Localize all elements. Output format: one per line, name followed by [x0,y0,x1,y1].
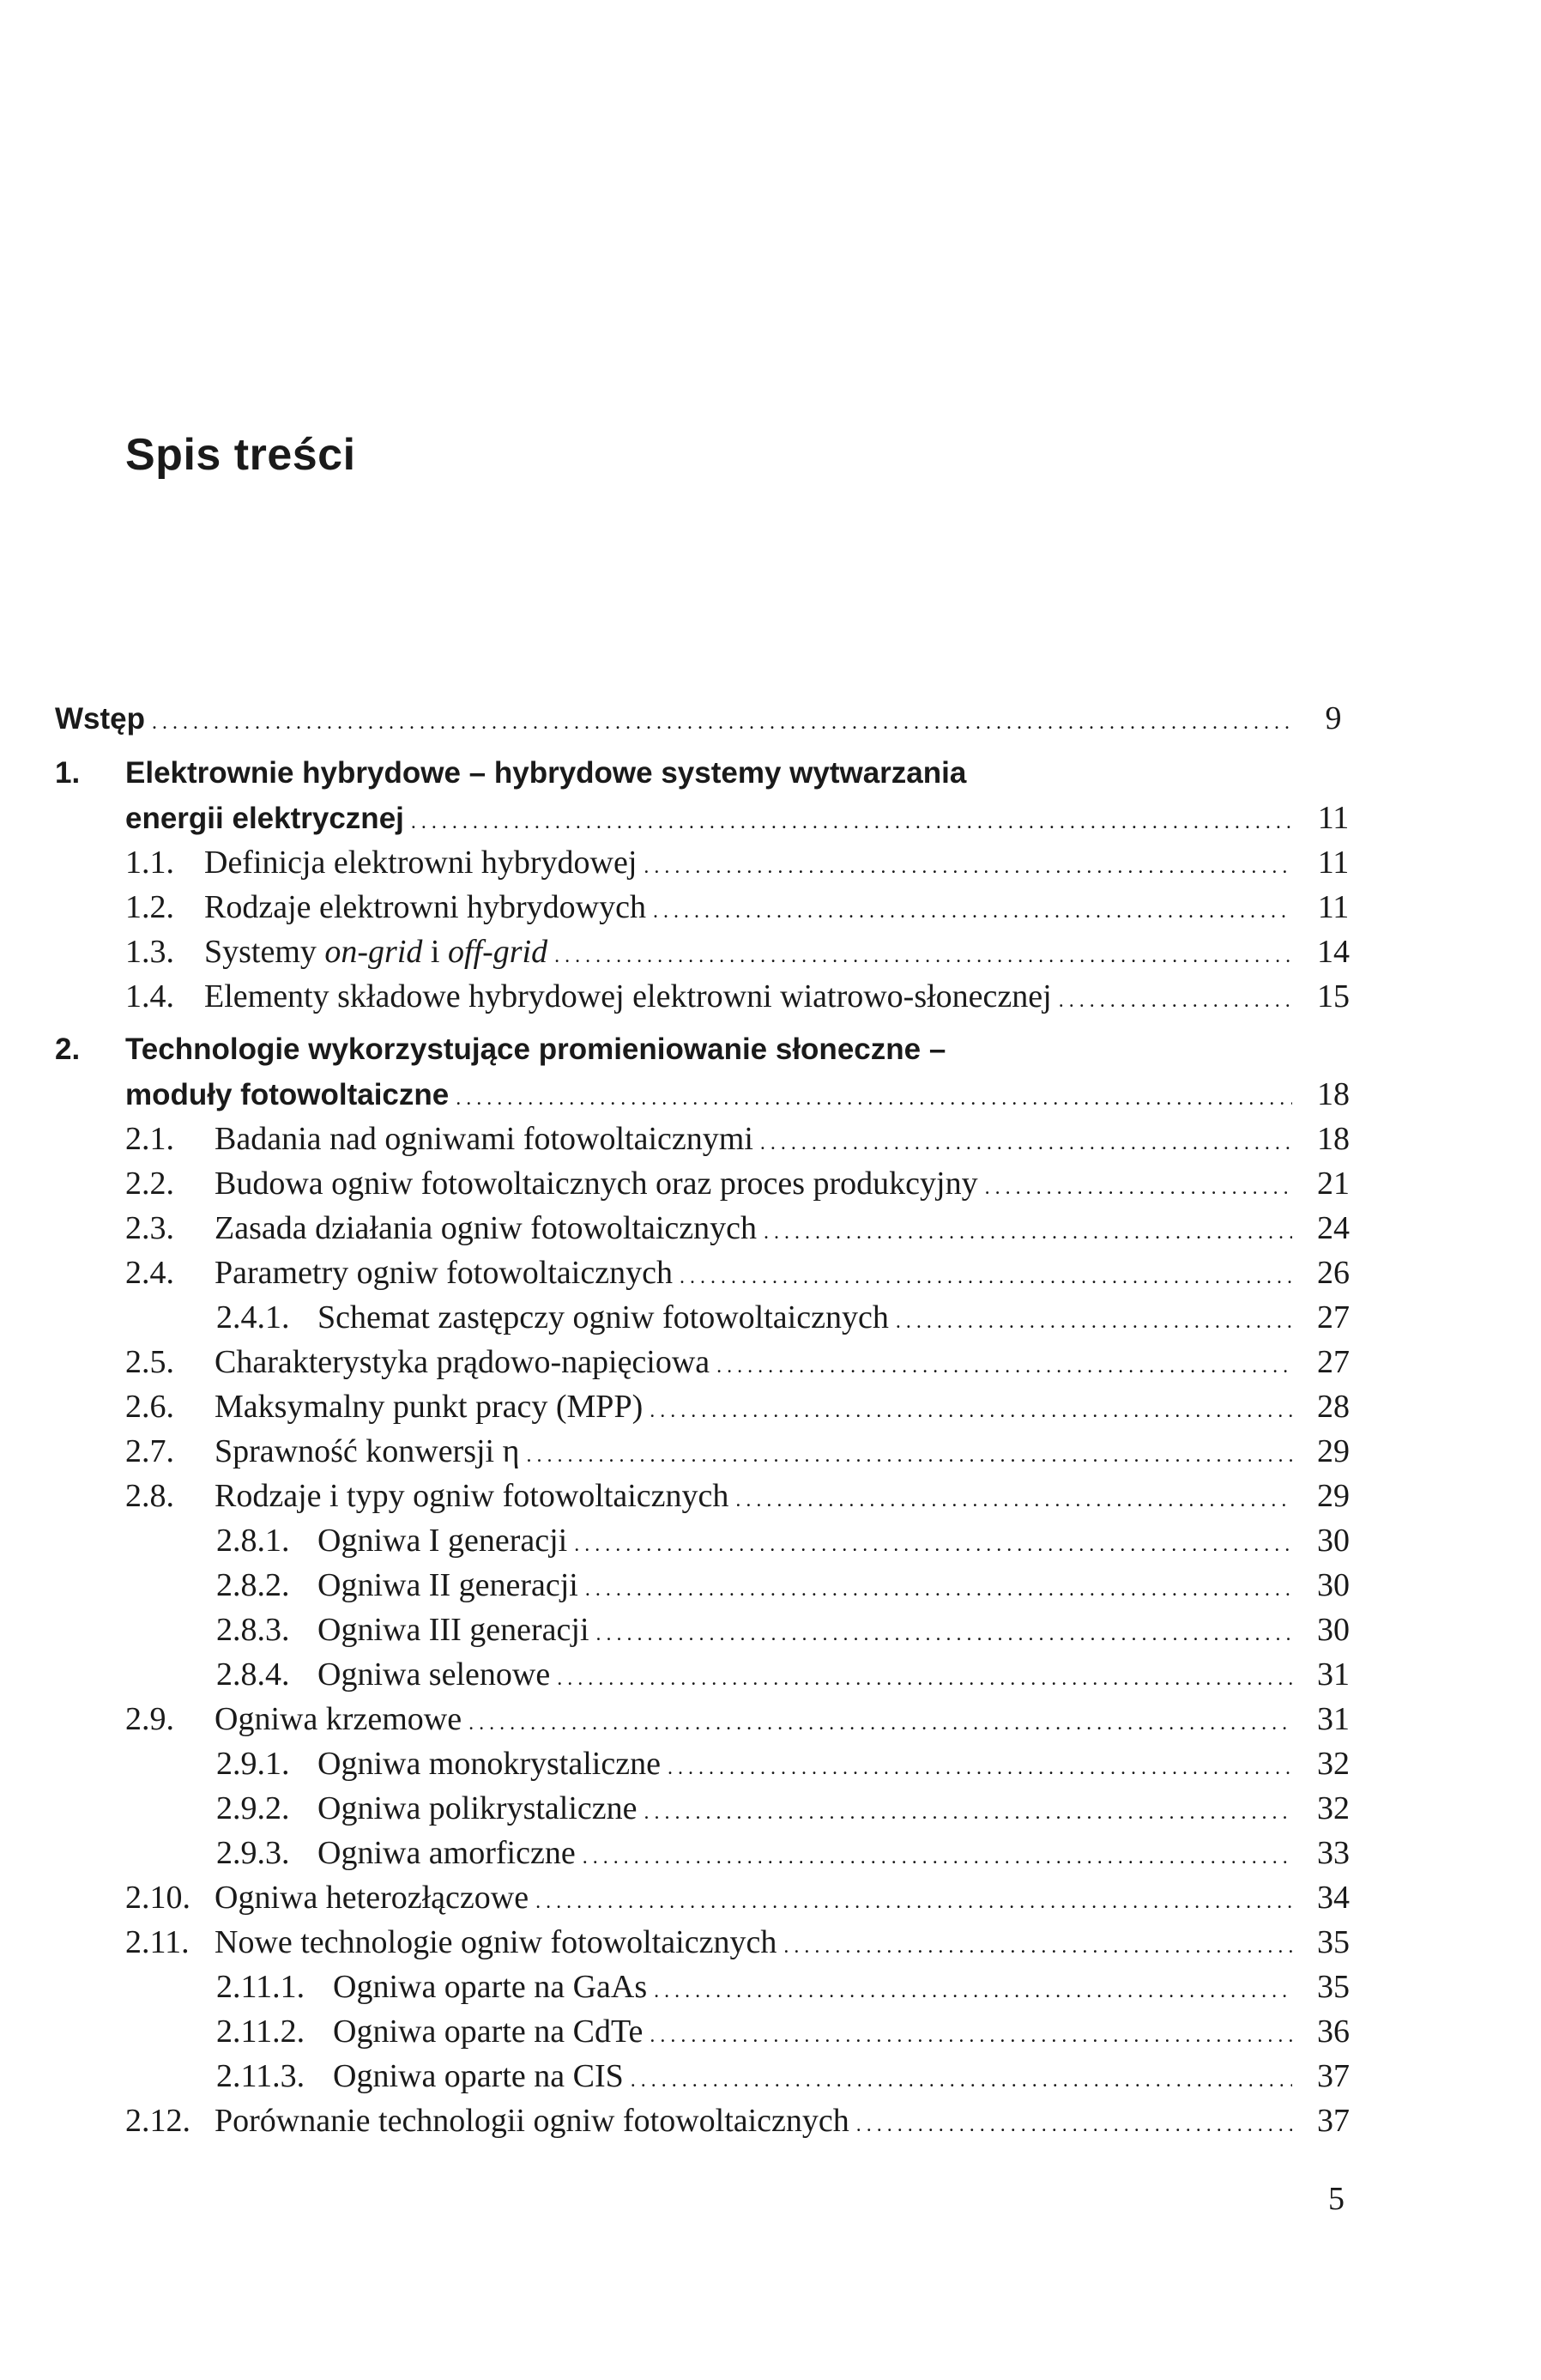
toc-entry-number: 2.4. [125,1255,174,1291]
toc-entry-text: Wstęp [55,702,145,736]
toc-entry-number: 2.8. [125,1478,174,1514]
toc-entry-number: 2.1. [125,1121,174,1157]
toc-entry-page: 11 [1317,889,1350,925]
toc-entry-intro[interactable] [55,699,1368,738]
toc-entry[interactable] [216,1565,1368,1605]
toc-entry[interactable] [125,2101,1368,2141]
toc-entry[interactable] [216,1833,1368,1873]
toc-entry-page: 27 [1317,1299,1350,1335]
toc-entry[interactable] [125,1923,1368,1962]
toc-entry-number: 2.4.1. [216,1299,290,1335]
toc-entry-page: 15 [1317,978,1350,1014]
toc-entry-number: 2.11.3. [216,2058,305,2094]
toc-entry-page: 11 [1317,845,1350,881]
toc-entry-number: 2.5. [125,1344,174,1380]
toc-entry-number: 2.2. [125,1166,174,1202]
toc-entry-text: Badania nad ogniwami fotowoltaicznymi [215,1121,753,1157]
toc-entry[interactable] [216,2056,1368,2096]
toc-entry-text: Ogniwa krzemowe [215,1701,462,1737]
toc-entry-page: 14 [1317,934,1350,970]
toc-entry-text: Ogniwa oparte na CIS [333,2058,624,2094]
toc-entry-text: Elementy składowe hybrydowej elektrowni wiatrowo-słonecznej [204,978,1052,1014]
toc-entry-page: 30 [1317,1612,1350,1648]
toc-entry-page: 33 [1317,1835,1350,1871]
toc-entry[interactable] [125,1164,1368,1203]
toc-entry-text: Zasada działania ogniw fotowoltaicznych [215,1210,758,1246]
toc-entry-page: 18 [1317,1121,1350,1157]
toc-entry-page: 37 [1317,2058,1350,2094]
toc-entry-text: Rodzaje elektrowni hybrydowych [204,889,646,925]
chapter-title-line[interactable]: Elektrownie hybrydowe – hybrydowe systemy wytwarzania [125,756,967,790]
toc-entry-page: 34 [1317,1880,1350,1916]
toc-entry-number: 2.8.4. [216,1656,290,1693]
toc-entry[interactable] [125,1878,1368,1917]
chapter-number: 1. [55,756,81,790]
toc-entry-number: 2.11. [125,1924,190,1960]
toc-entry[interactable] [216,1789,1368,1828]
toc-entry-page: 26 [1317,1255,1350,1291]
toc-entry[interactable] [125,932,1368,972]
toc-entry-number: 1.3. [125,934,174,970]
toc-entry-number: 2.11.2. [216,2014,305,2050]
toc-entry-number: 2.8.1. [216,1523,290,1559]
toc-entry[interactable] [216,1744,1368,1783]
toc-entry-page: 35 [1317,1924,1350,1960]
toc-entry-text: Nowe technologie ogniw fotowoltaicznych [215,1924,777,1960]
toc-entry[interactable] [125,887,1368,927]
toc-entry-page: 37 [1317,2103,1350,2139]
toc-entry-page: 11 [1317,800,1350,836]
toc-entry[interactable] [125,1342,1368,1382]
toc-entry-page: 32 [1317,1746,1350,1782]
toc-entry[interactable] [125,1387,1368,1426]
toc-entry[interactable] [216,1655,1368,1694]
toc-entry-page: 29 [1317,1433,1350,1469]
toc-entry[interactable] [216,1521,1368,1560]
toc-entry-text: Budowa ogniw fotowoltaicznych oraz proces produkcyjny [215,1166,978,1202]
toc-entry[interactable] [125,977,1368,1016]
toc-entry-number: 2.7. [125,1433,174,1469]
toc-entry-number: 2.11.1. [216,1969,305,2005]
chapter-title-line: moduły fotowoltaiczne [125,1078,450,1111]
toc-entry[interactable] [125,1476,1368,1516]
chapter-number: 2. [55,1033,81,1066]
toc-entry-page: 27 [1317,1344,1350,1380]
toc-entry-number: 2.8.2. [216,1567,290,1603]
toc-entry-text: Charakterystyka prądowo-napięciowa [215,1344,710,1380]
toc-entry-page: 30 [1317,1567,1350,1603]
toc-entry-text: Parametry ogniw fotowoltaicznych [215,1255,673,1291]
toc-entry-chapter-1[interactable] [125,798,1368,838]
chapter-title-line: energii elektrycznej [125,802,404,835]
toc-entry-text: Ogniwa amorficzne [317,1835,576,1871]
toc-entry-page: 29 [1317,1478,1350,1514]
toc-entry-text: Rodzaje i typy ogniw fotowoltaicznych [215,1478,729,1514]
toc-entry-text: Ogniwa II generacji [317,1567,578,1603]
toc-entry-number: 1.2. [125,889,174,925]
chapter-title-line[interactable]: Technologie wykorzystujące promieniowanie słoneczne – [125,1033,946,1066]
toc-entry[interactable] [125,1119,1368,1159]
toc-entry-text: Ogniwa oparte na CdTe [333,2014,644,2050]
toc-entry-number: 1.4. [125,978,174,1014]
toc-entry-text: Ogniwa oparte na GaAs [333,1969,648,2005]
toc-entry[interactable] [216,1967,1368,2007]
toc-entry-number: 2.12. [125,2103,190,2139]
toc-entry-page: 9 [1325,700,1342,736]
toc-entry-text: Ogniwa heterozłączowe [215,1880,529,1916]
toc-entry-text: Schemat zastępczy ogniw fotowoltaicznych [317,1299,889,1335]
toc-entry[interactable] [125,1253,1368,1293]
toc-entry-number: 1.1. [125,845,174,881]
toc-entry-text: Sprawność konwersji η [215,1433,520,1469]
toc-entry-text: Ogniwa monokrystaliczne [317,1746,661,1782]
toc-entry-page: 31 [1317,1701,1350,1737]
toc-entry-text: Ogniwa polikrystaliczne [317,1790,638,1826]
toc-entry[interactable] [216,1610,1368,1650]
toc-entry-number: 2.8.3. [216,1612,290,1648]
toc-entry-number: 2.9.1. [216,1746,290,1782]
toc-entry-number: 2.3. [125,1210,174,1246]
toc-entry-text: Porównanie technologii ogniw fotowoltaicznych [215,2103,849,2139]
toc-entry-number: 2.9.3. [216,1835,290,1871]
toc-entry-page: 21 [1317,1166,1350,1202]
toc-entry-page: 28 [1317,1389,1350,1425]
toc-entry-chapter-2[interactable] [125,1075,1368,1114]
toc-entry[interactable] [125,1432,1368,1471]
toc-entry-page: 31 [1317,1656,1350,1693]
toc-entry-page: 30 [1317,1523,1350,1559]
toc-entry-text: Ogniwa I generacji [317,1523,568,1559]
toc-entry-page: 36 [1317,2014,1350,2050]
toc-entry-page: 35 [1317,1969,1350,2005]
toc-entry-number: 2.9.2. [216,1790,290,1826]
toc-entry-page: 32 [1317,1790,1350,1826]
toc-entry-number: 2.10. [125,1880,190,1916]
toc-entry[interactable] [216,1298,1368,1337]
toc-entry[interactable] [125,1208,1368,1248]
page-number: 5 [1328,2181,1345,2217]
toc-entry-page: 18 [1317,1076,1350,1112]
toc-entry[interactable] [125,1699,1368,1739]
toc-entry-text: Ogniwa selenowe [317,1656,551,1693]
toc-entry[interactable] [216,2012,1368,2051]
toc-entry-page: 24 [1317,1210,1350,1246]
toc-entry-number: 2.9. [125,1701,174,1737]
toc-entry-number: 2.6. [125,1389,174,1425]
toc-entry-text: Ogniwa III generacji [317,1612,589,1648]
toc-entry-text: Definicja elektrowni hybrydowej [204,845,638,881]
toc-entry-text: Maksymalny punkt pracy (MPP) [215,1389,644,1425]
toc-entry-text: Systemy on-grid i off-grid [204,934,548,970]
toc-entry[interactable] [125,843,1368,882]
page-title: Spis treści [125,430,356,480]
